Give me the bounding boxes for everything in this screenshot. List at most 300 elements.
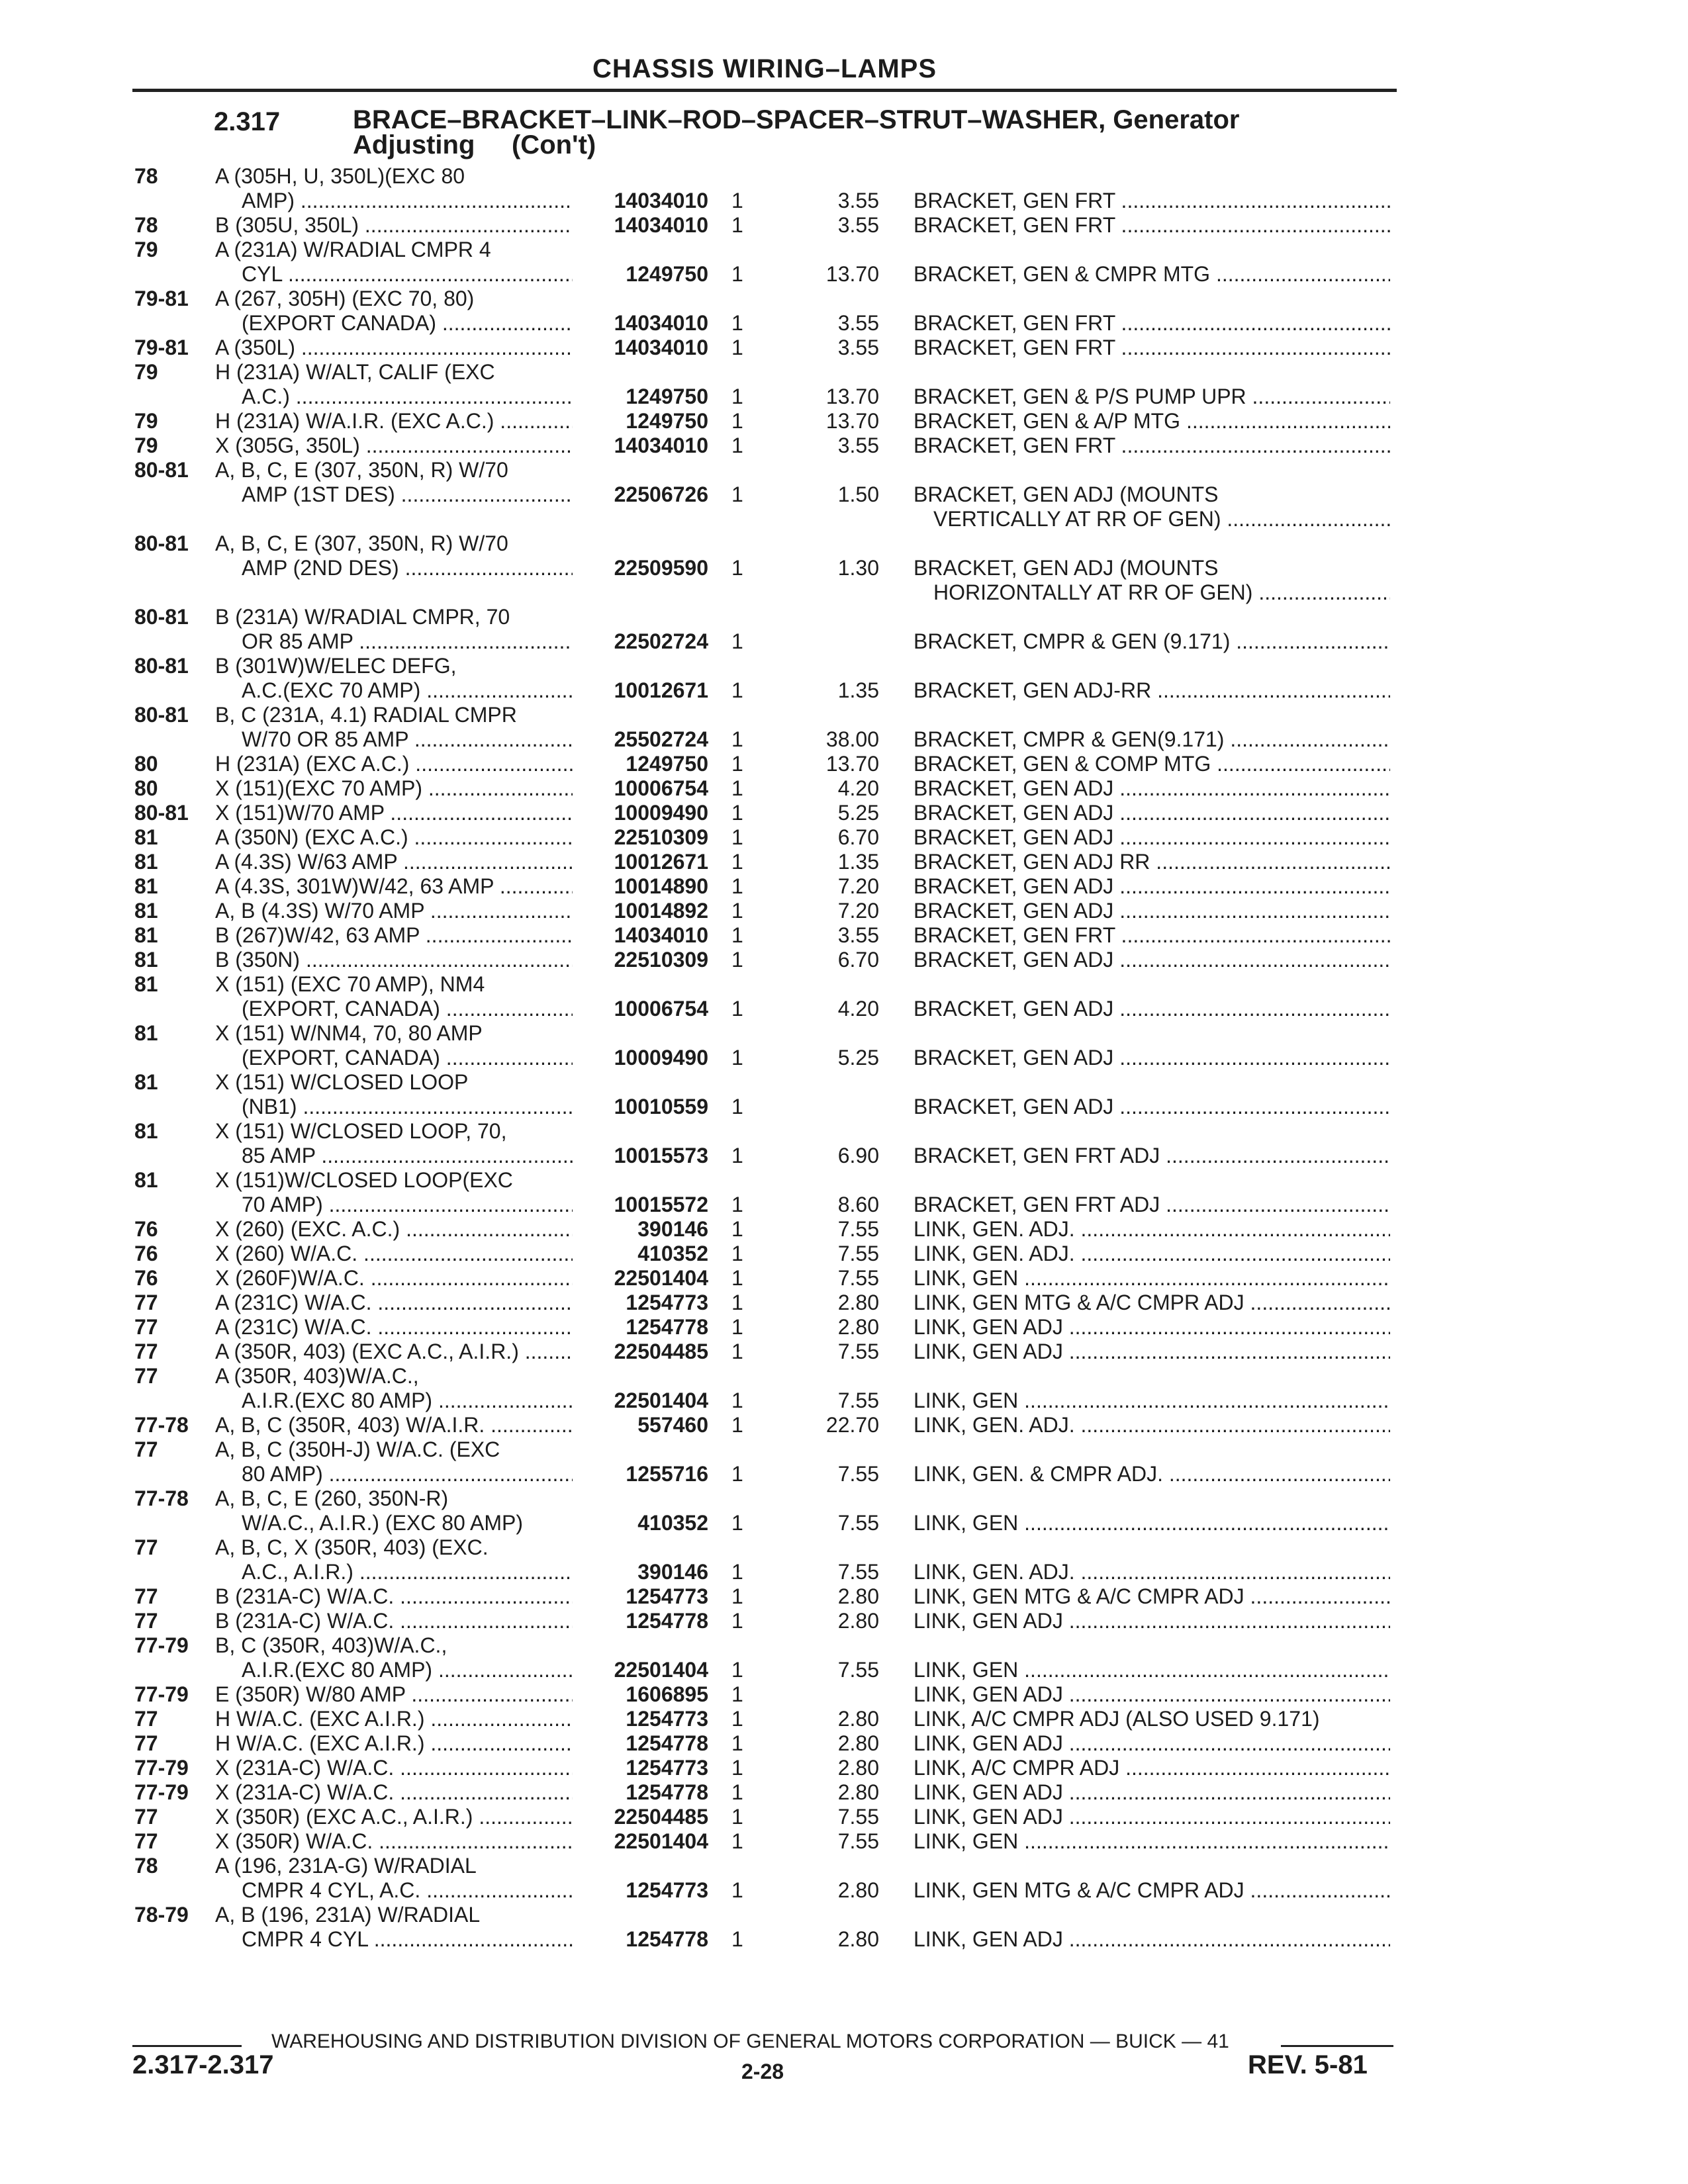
row-year: [134, 752, 214, 776]
row-price-text: 7.20: [837, 874, 879, 898]
table-row: [0, 1609, 1688, 1633]
row-year-text: 81: [134, 1070, 158, 1094]
row-description-text: BRACKET, CMPR & GEN(9.171) .....: [914, 727, 1390, 751]
row-quantity-text: 1: [731, 1878, 743, 1902]
table-row: [0, 1242, 1688, 1266]
row-year: [134, 213, 214, 238]
row-price-text: 7.55: [837, 1242, 879, 1265]
row-price: [794, 850, 879, 874]
row-quantity-text: 1: [731, 1927, 743, 1951]
row-quantity: [731, 336, 758, 360]
row-price: [794, 1144, 879, 1168]
row-part-number-text: 1606895: [626, 1682, 708, 1706]
row-application: [215, 433, 573, 458]
row-quantity: [731, 1046, 758, 1070]
row-description: [914, 1682, 1390, 1707]
row-price: [794, 1242, 879, 1266]
row-part-number: [569, 1560, 708, 1584]
row-description: [914, 1511, 1390, 1535]
row-application-text: H (231A) W/A.I.R. (EXC A.C.) .....: [215, 409, 573, 433]
row-part-number: [569, 385, 708, 409]
row-application: [215, 336, 573, 360]
row-part-number-text: 10010559: [614, 1095, 708, 1118]
row-price-text: 3.55: [837, 311, 879, 335]
row-price-text: 2.80: [837, 1927, 879, 1951]
table-row: [0, 1560, 1688, 1584]
row-part-number: [569, 262, 708, 287]
row-part-number-text: 14034010: [614, 311, 708, 335]
row-application: [215, 629, 573, 654]
row-year: [134, 1707, 214, 1731]
row-description: [914, 1462, 1390, 1486]
row-year-text: 77: [134, 1535, 158, 1559]
row-description-text: LINK, GEN ADJ .....: [914, 1340, 1390, 1363]
row-year-text: 80: [134, 776, 158, 800]
row-application-text: (EXPORT, CANADA) .....: [215, 1046, 573, 1069]
row-year: [134, 923, 214, 948]
row-application: [215, 213, 573, 238]
row-year: [134, 1217, 214, 1242]
row-part-number: [569, 1144, 708, 1168]
row-quantity: [731, 1609, 758, 1633]
row-price-text: 2.80: [837, 1780, 879, 1804]
table-row: [0, 1511, 1688, 1535]
row-quantity-text: 1: [731, 1584, 743, 1608]
row-description-text: LINK, GEN ADJ .....: [914, 1315, 1390, 1339]
row-price-text: 2.80: [837, 1731, 879, 1755]
row-application: [215, 948, 573, 972]
row-description-text: BRACKET, GEN ADJ .....: [914, 997, 1390, 1021]
row-year: [134, 1168, 214, 1193]
row-quantity: [731, 1707, 758, 1731]
row-application: [215, 1021, 573, 1046]
row-price: [794, 801, 879, 825]
row-part-number: [569, 997, 708, 1021]
row-part-number: [569, 825, 708, 850]
row-part-number-text: 14034010: [614, 336, 708, 359]
row-quantity-text: 1: [731, 409, 743, 433]
row-part-number: [569, 1413, 708, 1437]
row-year: [134, 1731, 214, 1756]
row-application: [215, 1266, 573, 1291]
row-year-text: 80: [134, 752, 158, 776]
row-application-text: A, B, C, E (307, 350N, R) W/70: [215, 531, 508, 555]
row-description: [914, 385, 1390, 409]
row-application-text: B (231A-C) W/A.C. .....: [215, 1584, 573, 1608]
row-application: [215, 1046, 573, 1070]
row-price-text: 7.55: [837, 1658, 879, 1682]
row-application: [215, 287, 573, 311]
row-quantity: [731, 874, 758, 899]
row-description: [914, 1242, 1390, 1266]
row-price: [794, 752, 879, 776]
row-application: [215, 874, 573, 899]
row-application-text: A (350R, 403) (EXC A.C., A.I.R.) .....: [215, 1340, 573, 1363]
row-year: [134, 1903, 214, 1927]
row-quantity: [731, 1193, 758, 1217]
row-application: [215, 1413, 573, 1437]
row-description: [914, 1609, 1390, 1633]
row-description-text: LINK, GEN ADJ .....: [914, 1927, 1390, 1951]
row-application: [215, 1658, 573, 1682]
row-price: [794, 336, 879, 360]
row-part-number: [569, 1609, 708, 1633]
row-application: [215, 1805, 573, 1829]
row-price-text: 13.70: [825, 262, 879, 286]
row-application-text: A (196, 231A-G) W/RADIAL: [215, 1854, 477, 1878]
row-description: [914, 1560, 1390, 1584]
table-row: [0, 850, 1688, 874]
row-description: [914, 1707, 1390, 1731]
row-price-text: 7.55: [837, 1829, 879, 1853]
row-price-text: 1.35: [837, 850, 879, 874]
row-quantity-text: 1: [731, 1266, 743, 1290]
row-year: [134, 1266, 214, 1291]
row-application: [215, 1193, 573, 1217]
row-quantity-text: 1: [731, 629, 743, 653]
row-application-text: CYL .....: [215, 262, 573, 286]
row-quantity: [731, 1144, 758, 1168]
row-application-text: A (4.3S) W/63 AMP .....: [215, 850, 573, 874]
row-description: [914, 1388, 1390, 1413]
row-year: [134, 458, 214, 482]
table-row: [0, 1829, 1688, 1854]
row-description-text: BRACKET, GEN FRT .....: [914, 213, 1390, 237]
row-application: [215, 360, 573, 385]
row-quantity-text: 1: [731, 874, 743, 898]
row-part-number: [569, 1927, 708, 1952]
table-row: [0, 1119, 1688, 1144]
row-price: [794, 189, 879, 213]
row-price: [794, 874, 879, 899]
row-description-text: BRACKET, CMPR & GEN (9.171) .....: [914, 629, 1390, 653]
row-quantity-text: 1: [731, 1217, 743, 1241]
row-price: [794, 1217, 879, 1242]
row-quantity: [731, 409, 758, 433]
row-quantity: [731, 801, 758, 825]
table-row: [0, 1315, 1688, 1340]
row-part-number: [569, 311, 708, 336]
row-application: [215, 238, 573, 262]
table-row: [0, 629, 1688, 654]
row-year-text: 76: [134, 1266, 158, 1290]
row-year: [134, 654, 214, 678]
row-quantity-text: 1: [731, 727, 743, 751]
row-part-number-text: 1254773: [626, 1584, 708, 1608]
row-year: [134, 1437, 214, 1462]
row-part-number-text: 10014890: [614, 874, 708, 898]
row-quantity: [731, 1658, 758, 1682]
row-price-text: 8.60: [837, 1193, 879, 1216]
row-price-text: 7.55: [837, 1340, 879, 1363]
row-part-number: [569, 189, 708, 213]
row-description: [914, 1095, 1390, 1119]
row-application-text: B (231A) W/RADIAL CMPR, 70: [215, 605, 510, 629]
row-part-number: [569, 1682, 708, 1707]
table-row: [0, 1584, 1688, 1609]
row-year-text: 81: [134, 1119, 158, 1143]
row-application: [215, 1707, 573, 1731]
row-application-text: A (350R, 403)W/A.C.,: [215, 1364, 419, 1388]
row-description-text: LINK, GEN MTG & A/C CMPR ADJ .....: [914, 1584, 1390, 1608]
row-description-text: BRACKET, GEN ADJ (MOUNTS: [914, 482, 1219, 506]
row-year-text: 81: [134, 874, 158, 898]
row-description-text: BRACKET, GEN ADJ .....: [914, 1046, 1390, 1069]
row-year: [134, 1780, 214, 1805]
row-description: [914, 1291, 1390, 1315]
row-application-text: X (151)W/CLOSED LOOP(EXC: [215, 1168, 513, 1192]
row-price-text: 7.55: [837, 1266, 879, 1290]
row-price: [794, 1878, 879, 1903]
row-year: [134, 164, 214, 189]
row-quantity: [731, 1095, 758, 1119]
row-application-text: A.I.R.(EXC 80 AMP) .....: [215, 1388, 573, 1412]
row-application-text: A (267, 305H) (EXC 70, 80): [215, 287, 475, 310]
row-year: [134, 1854, 214, 1878]
row-application: [215, 1340, 573, 1364]
row-application: [215, 385, 573, 409]
table-row: [0, 1707, 1688, 1731]
row-quantity: [731, 1560, 758, 1584]
row-application: [215, 409, 573, 433]
row-description: [914, 1413, 1390, 1437]
row-description: [914, 1193, 1390, 1217]
row-quantity: [731, 678, 758, 703]
row-price: [794, 433, 879, 458]
row-description: [914, 262, 1390, 287]
row-price-text: 7.55: [837, 1217, 879, 1241]
row-price-text: 13.70: [825, 385, 879, 408]
row-price: [794, 776, 879, 801]
row-price-text: 3.55: [837, 923, 879, 947]
row-price: [794, 1805, 879, 1829]
row-year: [134, 1070, 214, 1095]
table-row: [0, 1413, 1688, 1437]
row-year: [134, 1242, 214, 1266]
row-part-number: [569, 1095, 708, 1119]
row-price-text: 7.55: [837, 1560, 879, 1584]
table-row: [0, 458, 1688, 482]
row-year-text: 79: [134, 360, 158, 384]
row-quantity-text: 1: [731, 1462, 743, 1486]
row-application-text: A, B, C, X (350R, 403) (EXC.: [215, 1535, 489, 1559]
row-part-number-text: 1254778: [626, 1780, 708, 1804]
page-header: CHASSIS WIRING–LAMPS: [592, 54, 937, 83]
table-row: [0, 654, 1688, 678]
footer-page-number: 2-28: [741, 2060, 784, 2083]
row-quantity: [731, 1340, 758, 1364]
row-part-number-text: 22509590: [614, 556, 708, 580]
row-application: [215, 1780, 573, 1805]
row-application: [215, 1682, 573, 1707]
row-year: [134, 409, 214, 433]
row-description-text: LINK, GEN .....: [914, 1266, 1390, 1290]
table-row: [0, 531, 1688, 556]
row-quantity: [731, 1413, 758, 1437]
row-application: [215, 1878, 573, 1903]
row-price-text: 4.20: [837, 997, 879, 1021]
table-row: [0, 482, 1688, 507]
row-part-number: [569, 1388, 708, 1413]
table-row: [0, 1927, 1688, 1952]
row-year: [134, 1805, 214, 1829]
row-application-text: B (305U, 350L) .....: [215, 213, 573, 237]
row-quantity-text: 1: [731, 948, 743, 972]
row-application-text: X (151)(EXC 70 AMP) .....: [215, 776, 573, 800]
row-application-text: X (260) W/A.C. .....: [215, 1242, 573, 1265]
row-application-text: A (350L) .....: [215, 336, 573, 359]
row-description: [914, 189, 1390, 213]
row-price-text: 13.70: [825, 752, 879, 776]
row-year-text: 77: [134, 1731, 158, 1755]
row-description-text: LINK, GEN MTG & A/C CMPR ADJ .....: [914, 1878, 1390, 1902]
row-quantity-text: 1: [731, 997, 743, 1021]
row-description-text: BRACKET, GEN FRT .....: [914, 433, 1390, 457]
table-row: [0, 972, 1688, 997]
table-row: [0, 825, 1688, 850]
row-part-number-text: 22504485: [614, 1340, 708, 1363]
row-year: [134, 1535, 214, 1560]
row-year: [134, 1413, 214, 1437]
row-description-text: LINK, GEN ADJ .....: [914, 1682, 1390, 1706]
row-application: [215, 262, 573, 287]
table-row: [0, 1682, 1688, 1707]
row-price: [794, 1340, 879, 1364]
row-price: [794, 1388, 879, 1413]
row-price-text: 6.70: [837, 948, 879, 972]
row-price-text: 5.25: [837, 801, 879, 825]
row-part-number: [569, 1829, 708, 1854]
row-application-text: A (231C) W/A.C. .....: [215, 1291, 573, 1314]
row-description-text: LINK, A/C CMPR ADJ (ALSO USED 9.171): [914, 1707, 1320, 1731]
row-year: [134, 1486, 214, 1511]
row-application-text: X (231A-C) W/A.C. .....: [215, 1756, 573, 1780]
row-price-text: 2.80: [837, 1756, 879, 1780]
row-part-number-text: 14034010: [614, 189, 708, 212]
row-part-number-text: 10006754: [614, 776, 708, 800]
row-application-text: X (151) W/NM4, 70, 80 AMP: [215, 1021, 483, 1045]
row-price: [794, 727, 879, 752]
row-application: [215, 1070, 573, 1095]
row-quantity: [731, 433, 758, 458]
row-application: [215, 1633, 573, 1658]
row-part-number: [569, 1340, 708, 1364]
table-row: [0, 1805, 1688, 1829]
row-year-text: 81: [134, 1168, 158, 1192]
table-row: [0, 1217, 1688, 1242]
row-part-number-text: 22510309: [614, 825, 708, 849]
row-price: [794, 997, 879, 1021]
row-application: [215, 972, 573, 997]
row-application: [215, 703, 573, 727]
row-price: [794, 311, 879, 336]
row-year-text: 77: [134, 1340, 158, 1363]
table-row: [0, 360, 1688, 385]
row-part-number: [569, 1046, 708, 1070]
row-quantity-text: 1: [731, 801, 743, 825]
row-quantity-text: 1: [731, 850, 743, 874]
row-application: [215, 1854, 573, 1878]
row-price: [794, 1707, 879, 1731]
row-description-text: LINK, GEN. & CMPR ADJ. .....: [914, 1462, 1390, 1486]
row-application-text: X (151)W/70 AMP .....: [215, 801, 573, 825]
row-part-number: [569, 752, 708, 776]
row-application: [215, 1462, 573, 1486]
row-part-number-text: 390146: [637, 1560, 708, 1584]
row-application: [215, 1584, 573, 1609]
row-price: [794, 1462, 879, 1486]
row-part-number-text: 1254778: [626, 1927, 708, 1951]
row-description-text: LINK, GEN. ADJ. .....: [914, 1217, 1390, 1241]
row-part-number-text: 22501404: [614, 1388, 708, 1412]
row-part-number-text: 10015573: [614, 1144, 708, 1167]
table-row: [0, 189, 1688, 213]
row-year: [134, 948, 214, 972]
row-quantity-text: 1: [731, 385, 743, 408]
row-quantity: [731, 899, 758, 923]
row-description-text: LINK, GEN ADJ .....: [914, 1780, 1390, 1804]
row-quantity-text: 1: [731, 1413, 743, 1437]
row-year: [134, 850, 214, 874]
row-application-text: B (267)W/42, 63 AMP .....: [215, 923, 573, 947]
row-price: [794, 1046, 879, 1070]
row-part-number-text: 10012671: [614, 850, 708, 874]
table-row: [0, 1364, 1688, 1388]
row-application-text: B, C (350R, 403)W/A.C.,: [215, 1633, 447, 1657]
row-price: [794, 1658, 879, 1682]
row-quantity-text: 1: [731, 1388, 743, 1412]
row-application: [215, 850, 573, 874]
row-year: [134, 433, 214, 458]
row-year-text: 81: [134, 923, 158, 947]
row-application: [215, 1388, 573, 1413]
table-row: [0, 1780, 1688, 1805]
row-year: [134, 1364, 214, 1388]
row-quantity: [731, 1266, 758, 1291]
row-quantity: [731, 556, 758, 580]
row-quantity: [731, 311, 758, 336]
row-part-number: [569, 409, 708, 433]
row-price-text: 7.55: [837, 1388, 879, 1412]
row-price-text: 3.55: [837, 213, 879, 237]
row-year: [134, 1291, 214, 1315]
row-year-text: 77: [134, 1291, 158, 1314]
row-year-text: 79-81: [134, 336, 189, 359]
table-row: [0, 1756, 1688, 1780]
row-year-text: 80-81: [134, 801, 189, 825]
row-description-text: BRACKET, GEN FRT .....: [914, 336, 1390, 359]
row-application-text: 70 AMP) .....: [215, 1193, 573, 1216]
row-year-text: 77-79: [134, 1682, 189, 1706]
row-description-text: BRACKET, GEN FRT ADJ .....: [914, 1193, 1390, 1216]
table-row: [0, 507, 1688, 531]
row-part-number-text: 1254778: [626, 1731, 708, 1755]
row-part-number-text: 557460: [637, 1413, 708, 1437]
row-application: [215, 776, 573, 801]
row-quantity: [731, 213, 758, 238]
row-price-text: 7.55: [837, 1462, 879, 1486]
row-description-text: BRACKET, GEN ADJ .....: [914, 1095, 1390, 1118]
row-price: [794, 1584, 879, 1609]
row-application: [215, 1364, 573, 1388]
row-description: [914, 1780, 1390, 1805]
row-part-number-text: 14034010: [614, 433, 708, 457]
table-row: [0, 164, 1688, 189]
row-description: [914, 801, 1390, 825]
row-price-text: 4.20: [837, 776, 879, 800]
row-application: [215, 1927, 573, 1952]
row-year: [134, 972, 214, 997]
